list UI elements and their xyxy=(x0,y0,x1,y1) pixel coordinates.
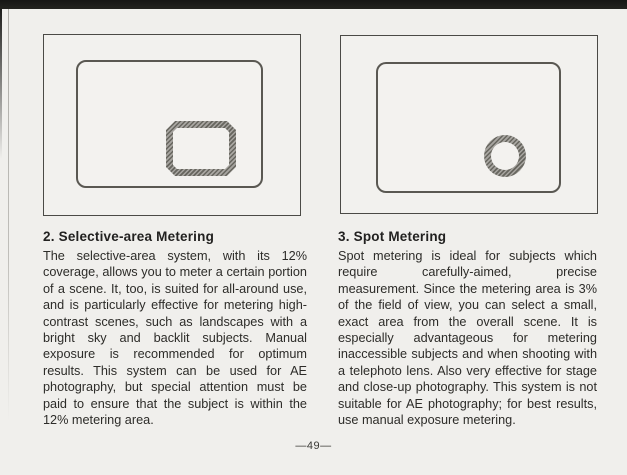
selective-metering-area-icon xyxy=(166,121,236,176)
spot-metering-circle-inner xyxy=(491,142,519,170)
section-heading: 2. Selective-area Metering xyxy=(43,229,215,244)
spot-metering-circle-icon xyxy=(484,135,526,177)
viewfinder-frame xyxy=(376,62,561,193)
scan-edge-left xyxy=(0,9,2,159)
figure-selective-area xyxy=(43,34,301,216)
section-heading: 3. Spot Metering xyxy=(338,229,447,244)
figure-spot-metering xyxy=(340,35,598,214)
section-body: The selective-area system, with its 12% coverage, allows you to meter a certain portion of a scene. It, too, is suited for all-around use, and is particularly effective for metering high-contrast scenes, such as landscapes with a bright sky and backlit subjects. Manual exposure is recommended for optimum results. This system can be used for AE photography, but special attention must be paid to ensure that the subject is within the 12% metering area. xyxy=(43,249,307,428)
scan-edge-top xyxy=(0,0,627,9)
section-body: Spot metering is ideal for subjects which require carefully-aimed, precise measurement. Since the metering area is 3% of the field of view, you can select a small, exact area from the overall scene. It is especially advantageous for metering inaccessible subjects and when shooting with a telephoto lens. Also very effective for stage and close-up photography. This system is not suitable for AE photography; for best results, use manual exposure metering. xyxy=(338,249,597,428)
selective-metering-area-inner xyxy=(173,128,229,169)
page-number: —49— xyxy=(295,440,332,452)
viewfinder-frame xyxy=(76,60,263,188)
page-crease-line xyxy=(8,9,9,421)
section-selective-area xyxy=(43,229,307,428)
section-spot-metering xyxy=(338,229,597,428)
